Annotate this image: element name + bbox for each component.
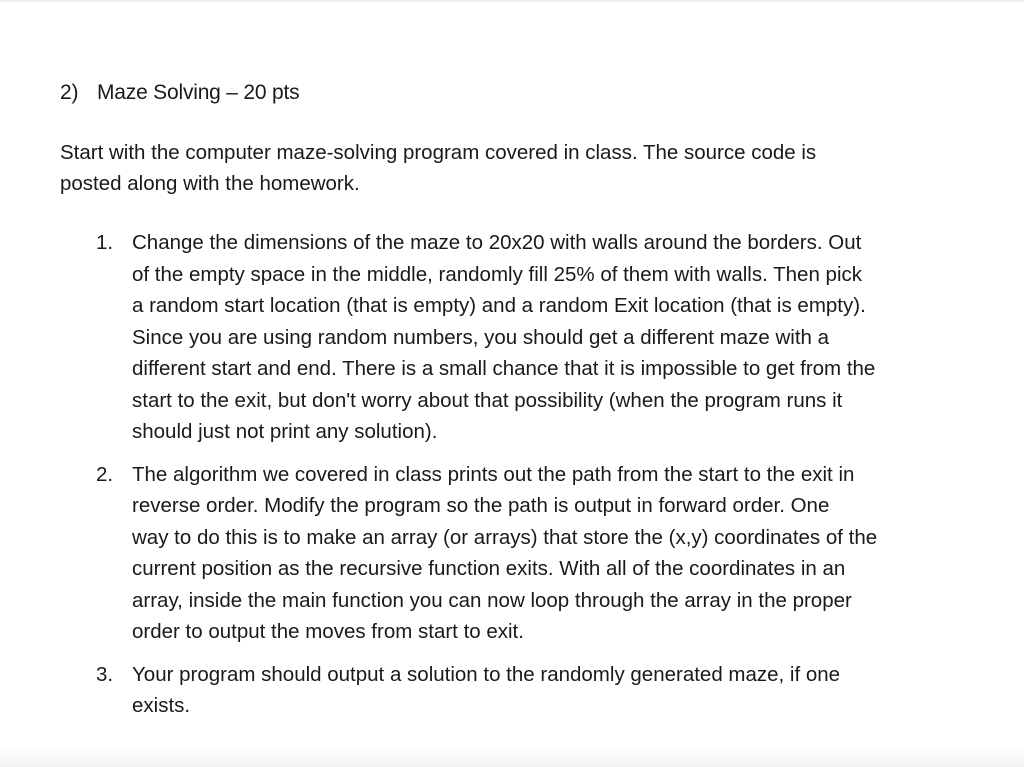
task-line: Change the dimensions of the maze to 20x20 with walls around the borders. Out xyxy=(132,231,862,254)
task-line: current position as the recursive function exits. With all of the coordinates in an xyxy=(132,557,846,580)
section-heading xyxy=(60,78,299,108)
task-line: The algorithm we covered in class prints out the path from the start to the exit in xyxy=(132,462,855,486)
task-number: 2. xyxy=(96,462,114,486)
intro-line: Start with the computer maze-solving program covered in class. The source code is xyxy=(60,141,817,164)
task-item-2 xyxy=(96,459,996,648)
task-number: 1. xyxy=(96,231,114,254)
task-line: start to the exit, but don't worry about that possibility (when the program runs it xyxy=(132,388,843,412)
task-line: should just not print any solution). xyxy=(132,420,438,443)
task-item-3 xyxy=(96,659,996,722)
task-list xyxy=(96,227,996,733)
task-line: Your program should output a solution to the randomly generated maze, if one xyxy=(132,662,841,686)
task-line: exists. xyxy=(132,694,191,717)
bottom-edge-shadow xyxy=(0,747,1024,767)
task-line: a random start location (that is empty) and a random Exit location (that is empty). xyxy=(132,294,866,317)
task-line: of the empty space in the middle, randomly fill 25% of them with walls. Then pick xyxy=(132,262,862,286)
task-line: way to do this is to make an array (or arrays) that store the (x,y) coordinates of the xyxy=(132,525,878,549)
task-line: different start and end. There is a small chance that it is impossible to get from the xyxy=(132,357,876,380)
task-line: order to output the moves from start to exit. xyxy=(132,620,524,643)
top-edge xyxy=(0,0,1024,2)
task-text xyxy=(132,227,996,448)
task-number: 3. xyxy=(96,662,114,686)
intro-paragraph xyxy=(60,137,960,199)
intro-line: posted along with the homework. xyxy=(60,172,360,195)
section-title: Maze Solving – 20 pts xyxy=(97,81,300,104)
task-line: reverse order. Modify the program so the path is output in forward order. One xyxy=(132,494,830,517)
task-text xyxy=(132,659,996,722)
section-number: 2) xyxy=(60,81,79,104)
task-line: array, inside the main function you can now loop through the array in the proper xyxy=(132,588,852,612)
task-line: Since you are using random numbers, you should get a different maze with a xyxy=(132,325,830,349)
task-item-1 xyxy=(96,227,996,448)
task-text xyxy=(132,459,996,648)
